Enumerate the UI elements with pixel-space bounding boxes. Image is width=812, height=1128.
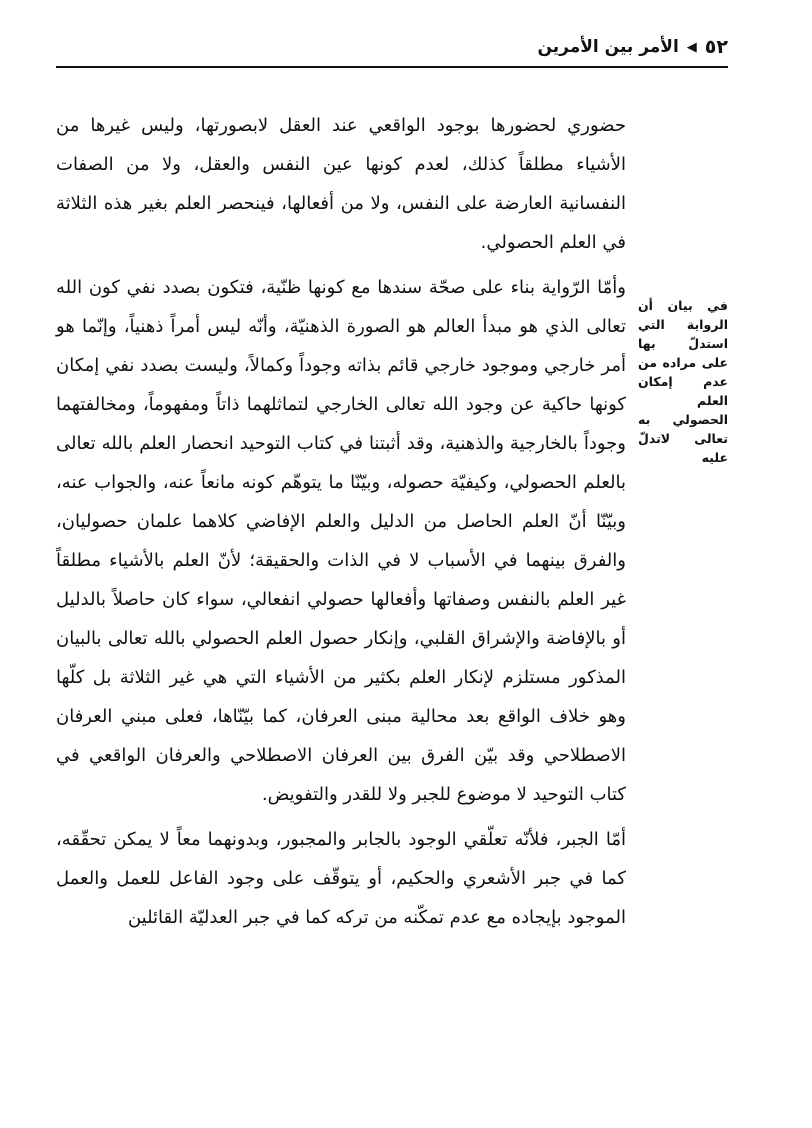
margin-note: في بيان أن الرواية التي استدلّ بها على مراده من عدم إمكان العلم الحصولي به تعالى لاتدلّ عليه [638,298,728,465]
paragraph: وأمّا الرّواية بناء على صحّة سندها مع كونها ظنّية، فتكون بصدد نفي كون الله تعالى الذي هو مبدأ العالم هو الصورة الذهنيّة، وأنّه ليس أمراً ذهنياً، وإنّما هو أمر خارجي وموجود خارجي قائم بذاته وجوداً وكمالاً، وليست بصدد نفي إمكان كونها حاكية عن وجود الله تعالى الخارجي لتماثلهما ذاتاً ومفهوماً، ومخالفتهما وجوداً بالخارجية والذهنية، وقد أثبتنا في كتاب التوحيد انحصار العلم بالله تعالى بالعلم الحصولي، وكيفيّة حصوله، وبيّنّا ما يتوهّم كونه مانعاً عنه، والجواب عنه، وبيّنّا أنّ العلم الحاصل من الدليل والعلم الإفاضي كلاهما علمان حصوليان، والفرق بينهما في الأسباب لا في الذات والحقيقة؛ لأنّ العلم بالأشياء مطلقاً غير العلم بالنفس وصفاتها وأفعالها حصولي انفعالي، سواء كان حاصلاً بالدليل أو بالإفاضة والإشراق القلبي، وإنكار حصول العلم الحصولي بالله تعالى بالبيان المذكور مستلزم لإنكار العلم بكثير من الأشياء التي هي غير الثلاثة بل كلّها وهو خلاف الواقع بعد محالية مبنى العرفان، كما بيّنّاها، فعلى مبني العرفان الاصطلاحي وقد بيّن الفرق بين العرفان الاصطلاحي والعرفان الواقعي في كتاب التوحيد لا موضوع للجبر ولا للقدر والتفويض. [56,277,626,805]
page-number: ٥٢ [704,36,728,58]
main-text [56,106,626,943]
header-rule [56,66,728,68]
header-arrow-icon: ◀ [686,39,697,55]
header-title: الأمر بين الأمرين [537,37,679,57]
running-header [56,30,728,64]
paragraph: حضوري لحضورها بوجود الواقعي عند العقل لابصورتها، وليس غيرها من الأشياء مطلقاً كذلك، لعدم كونها عين النفس والعقل، ولا من الصفات النفسانية العارضة على النفس، ولا من أفعالها، فينحصر العلم بغير هذه الثلاثة في العلم الحصولي. [56,115,626,253]
paragraph: أمّا الجبر، فلأنّه تعلّقي الوجود بالجابر والمجبور، وبدونهما معاً لا يمكن تحقّقه، كما في جبر الأشعري والحكيم، أو يتوقّف على وجود الفاعل للعمل والعمل الموجود بإيجاده مع عدم تمكّنه من تركه كما في جبر العدليّة القائلين [56,829,626,928]
